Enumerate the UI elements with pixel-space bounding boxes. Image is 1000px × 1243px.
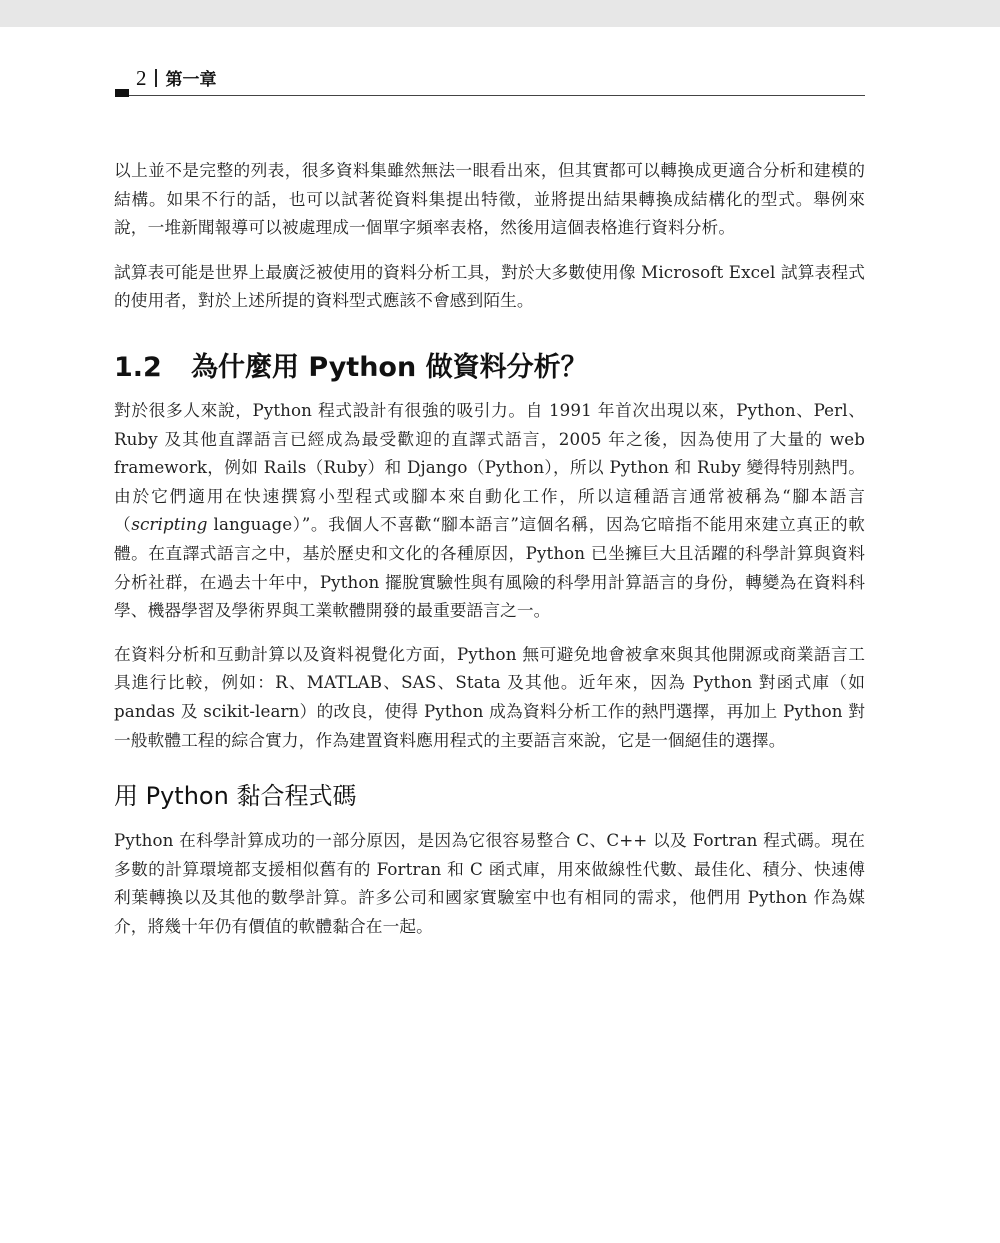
section-heading	[114, 348, 865, 388]
running-header	[115, 62, 865, 98]
header-marker	[115, 89, 129, 97]
header-separator	[155, 69, 157, 87]
section-title: 為什麼用 Python 做資料分析？	[191, 351, 588, 383]
header-rule	[129, 95, 865, 96]
p3-term-script-2: 腳本	[790, 485, 830, 506]
paragraph-why-python	[114, 396, 865, 625]
header-text	[136, 65, 217, 93]
paragraph-glue-code: Python 在科學計算成功的一部分原因，是因為它很容易整合 C、C++ 以及 Fortran 程式碼。現在多數的計算環境都支援相似舊有的 Fortran 和 C 函式庫，用來做線性代數、最佳化、積分、快速傅利葉轉換以及其他的數學計算。許多公司和國家實驗室中也有相同的需求，他們用 Python 作為媒介，將幾十年仍有價值的軟體黏合在一起。	[114, 830, 865, 936]
paragraph-comparison: 在資料分析和互動計算以及資料視覺化方面，Python 無可避免地會被拿來與其他開源或商業語言工具進行比較，例如：R、MATLAB、SAS、Stata 及其他。近年來，因為 Python 對函式庫（如 pandas 及 scikit-learn）的改良，使得 Python 成為資料分析工作的熱門選擇，再加上 Python 對一般軟體工程的綜合實力，作為建置資料應用程式的主要語言來說，它是一個絕佳的選擇。	[114, 643, 865, 750]
top-margin-strip	[0, 0, 1000, 27]
p3-text-2: 來自動化工作，所以這種語言通常被稱為“	[448, 485, 791, 506]
page-body	[114, 156, 865, 940]
subsection-heading: 用 Python 黏合程式碼	[114, 782, 357, 811]
p3-term-scripting: scripting	[131, 514, 208, 535]
paragraph-intro-list: 以上並不是完整的列表，很多資料集雖然無法一眼看出來，但其實都可以轉換成更適合分析和建模的結構。如果不行的話，也可以試著從資料集提出特徵，並將提出結果轉換成結構化的型式。舉例來說，一堆新聞報導可以被處理成一個單字頻率表格，然後用這個表格進行資料分析。	[114, 160, 865, 238]
section-number: 1.2	[114, 351, 162, 383]
p3-text-3: 語言（	[114, 485, 865, 535]
p3-text-1: 對於很多人來說，Python 程式設計有很強的吸引力。自 1991 年首次出現以來，Python、Perl、Ruby 及其他直譯語言已經成為最受歡迎的直譯式語言，2005 年之後，因為使用了大量的 web framework，例如 Rails（Ruby）和 Django（Python），所以 Python 和 Ruby 變得特別熱門。由於它們適用在快速撰寫小型程式或	[114, 399, 865, 506]
p3-term-script: 腳本	[410, 485, 449, 506]
chapter-label: 第一章	[165, 70, 217, 90]
p3-text-4: language）”。我個人不喜歡“腳本語言”這個名稱，因為它暗指不能用來建立真正的軟體。在直譯式語言之中，基於歷史和文化的各種原因，Python 已坐擁巨大且活躍的科學計算與資料分析社群，在過去十年中，Python 擺脫實驗性與有風險的科學用計算語言的身份，轉變為在資料科學、機器學習及學術界與工業軟體開發的最重要語言之一。	[114, 514, 865, 621]
page-number: 2	[136, 66, 147, 90]
paragraph-spreadsheet: 試算表可能是世界上最廣泛被使用的資料分析工具，對於大多數使用像 Microsoft Excel 試算表程式的使用者，對於上述所提的資料型式應該不會感到陌生。	[114, 261, 865, 311]
